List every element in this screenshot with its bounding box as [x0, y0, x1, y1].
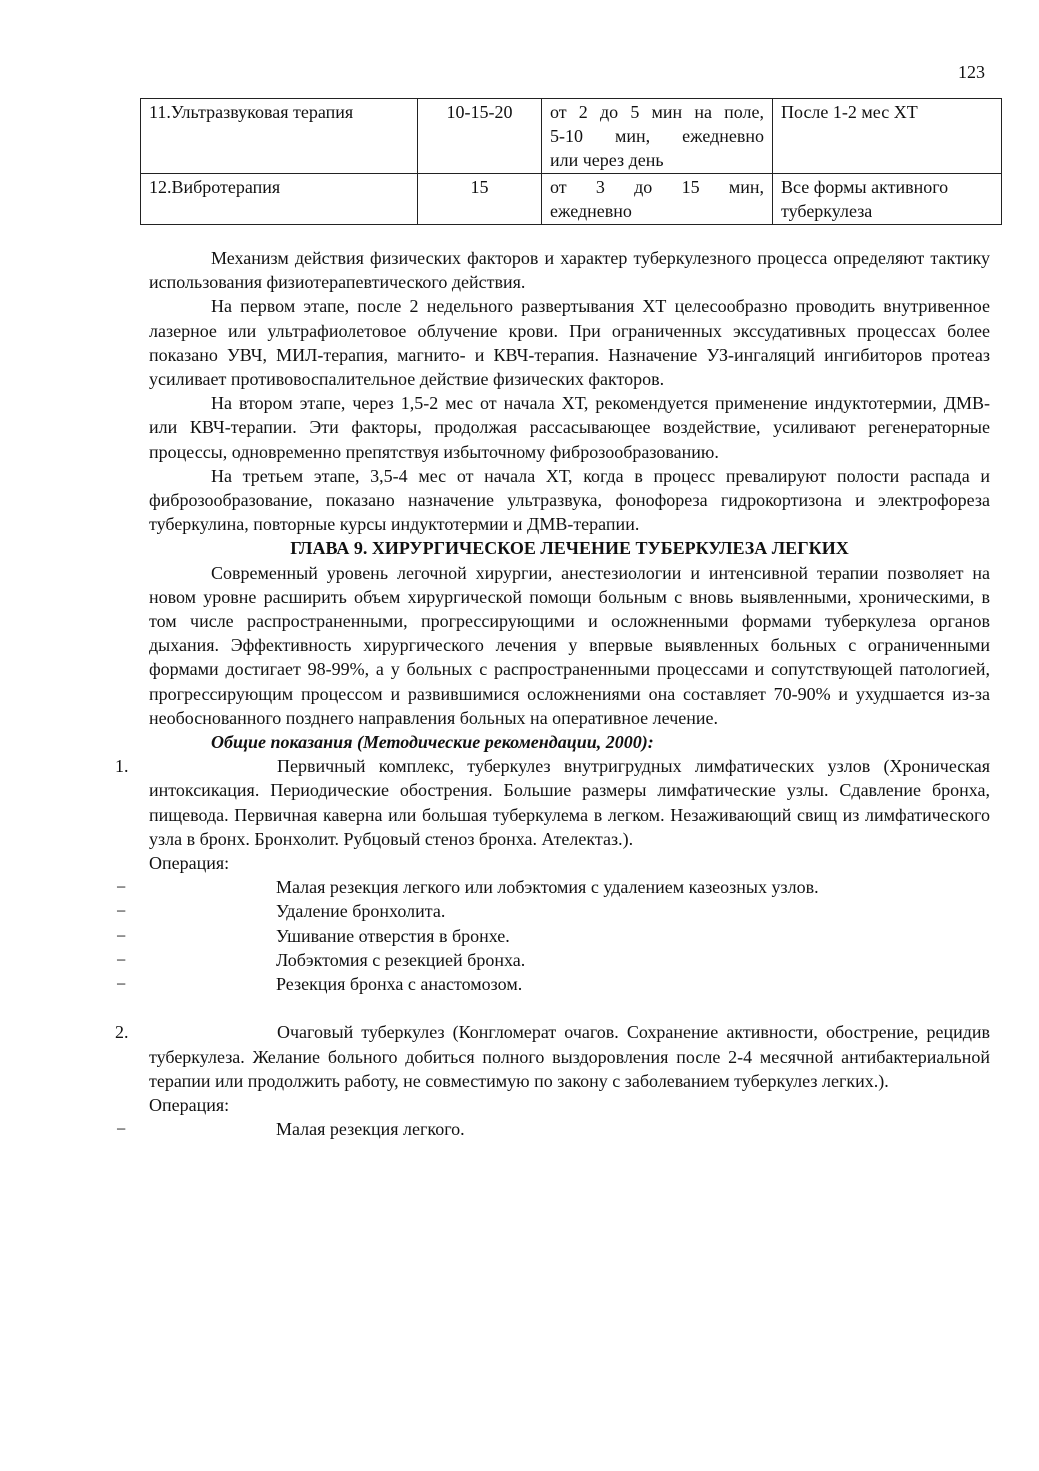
procedure-duration-cell: [542, 99, 773, 174]
numbered-item: [115, 1020, 990, 1093]
procedure-name-cell: [141, 99, 418, 174]
operation-label: Операция:: [149, 1094, 230, 1115]
operation-text: Резекция бронха с анастомозом.: [276, 974, 523, 995]
operation-text: Удаление бронхолита.: [276, 901, 446, 922]
list-item: [116, 1117, 990, 1141]
dash-marker: −: [116, 925, 127, 946]
item-number: 1.: [115, 756, 129, 777]
procedure-name: 11.Ультразвуковая терапия: [149, 102, 354, 122]
table-row: [141, 99, 1002, 174]
table-row: [141, 174, 1002, 225]
list-item: [116, 948, 990, 972]
paragraph: На втором этапе, через 1,5-2 мес от начала ХТ, рекомендуется применение индуктотермии, ДМВ- или КВЧ-терапии. Эти факторы, продолжая рассасывающее воздействие, усиливают регенераторные процессы, одновременно препятствуя избыточному фиброзообразованию.: [149, 393, 990, 462]
indications-heading: Общие показания (Методические рекомендации, 2000):: [211, 732, 654, 753]
dash-marker: −: [116, 949, 127, 970]
duration-line: или через день: [550, 150, 664, 170]
dash-marker: −: [116, 901, 127, 922]
paragraph: Механизм действия физических факторов и характер туберкулезного процесса определяют тактику использования физиотерапевтического действия.: [149, 248, 990, 293]
paragraph: На первом этапе, после 2 недельного развертывания ХТ целесообразно проводить внутривенное лазерное или ультрафиолетовое облучение крови. При ограниченных экссудативных процессах более показано УВЧ, МИЛ-терапия, магнито- и КВЧ-терапия. Назначение УЗ-ингаляций ингибиторов протеаз усиливает противовоспалительное действие физических факторов.: [149, 296, 990, 390]
procedure-indication-cell: [773, 174, 1002, 225]
operation-text: Лобэктомия с резекцией бронха.: [276, 949, 526, 970]
paragraph: На третьем этапе, 3,5-4 мес от начала ХТ, когда в процесс превалируют полости распада и фиброзообразование, показано назначение ультразвука, фонофореза гидрокортизона и электрофореза туберкулина, повторные курсы индуктотермии и ДМВ-терапии.: [149, 465, 990, 535]
duration-line: ежедневно: [550, 201, 632, 221]
procedure-value: 15: [470, 177, 489, 197]
chapter-title: ГЛАВА 9. ХИРУРГИЧЕСКОЕ ЛЕЧЕНИЕ ТУБЕРКУЛЕЗА ЛЕГКИХ: [290, 538, 849, 559]
spacer: [149, 996, 990, 1020]
item-number: 2.: [115, 1022, 129, 1043]
paragraph: Современный уровень легочной хирургии, анестезиологии и интенсивной терапии позволяет на новом уровне расширить объем хирургической помощи больным с вновь выявленными, хроническими, в том числе распространенными, прогрессирующими и осложненными формами туберкулеза органов дыхания. Эффективность хирургического лечения у впервые выявленных больных с ограниченными формами достигает 98-99%, а у больных с распространенными процессами и сопутствующей патологией, прогрессирующим процессом и развившимися осложнениями она составляет 70-90% и ухудшается из-за необоснованного позднего направления больных на оперативное лечение.: [149, 562, 990, 728]
list-item: [116, 899, 990, 923]
duration-line: 5-10 мин, ежедневно: [550, 126, 764, 146]
indication-line: После 1-2 мес ХТ: [781, 102, 918, 122]
procedure-indication-cell: [773, 99, 1002, 174]
procedure-value-cell: [418, 174, 542, 225]
operation-text: Малая резекция легкого.: [276, 1119, 465, 1140]
page-number: 123: [958, 62, 985, 82]
operation-label: Операция:: [149, 853, 230, 874]
physiotherapy-table: [140, 98, 1002, 225]
list-item: [116, 924, 990, 948]
dash-marker: −: [116, 877, 127, 898]
list-item: [116, 972, 990, 996]
procedure-value: 10-15-20: [446, 102, 513, 122]
operation-text: Ушивание отверстия в бронхе.: [276, 925, 510, 946]
dash-marker: −: [116, 974, 127, 995]
indication-line: туберкулеза: [781, 201, 873, 221]
item-text: Очаговый туберкулез (Конгломерат очагов. Сохранение активности, обострение, рецидив туберкулеза. Желание больного добиться полного выздоровления после 2-4 месячной антибактериальной терапии или продолжить работу, не совместимую по закону с заболеванием туберкулез легких.).: [149, 1022, 990, 1091]
item-text: Первичный комплекс, туберкулез внутригрудных лимфатических узлов (Хроническая интоксикация. Периодические обострения. Большие размеры лимфатические узлы. Сдавление бронха, пищевода. Первичная каверна или большая туберкулема в легком. Незаживающий свищ из лимфатического узла в бронх. Бронхолит. Рубцовый стеноз бронха. Ателектаз.).: [149, 756, 990, 849]
indication-line: Все формы активного: [781, 177, 949, 197]
document-body: [115, 246, 990, 1141]
procedure-name-cell: [141, 174, 418, 225]
list-item: [116, 875, 990, 899]
procedure-duration-cell: [542, 174, 773, 225]
operation-text: Малая резекция легкого или лобэктомия с удалением казеозных узлов.: [276, 877, 819, 898]
duration-line: от 3 до 15 мин,: [550, 177, 764, 197]
procedure-value-cell: [418, 99, 542, 174]
numbered-item: [115, 754, 990, 851]
duration-line: от 2 до 5 мин на поле,: [550, 102, 764, 122]
dash-marker: −: [116, 1119, 127, 1140]
procedure-name: 12.Вибротерапия: [149, 177, 281, 197]
